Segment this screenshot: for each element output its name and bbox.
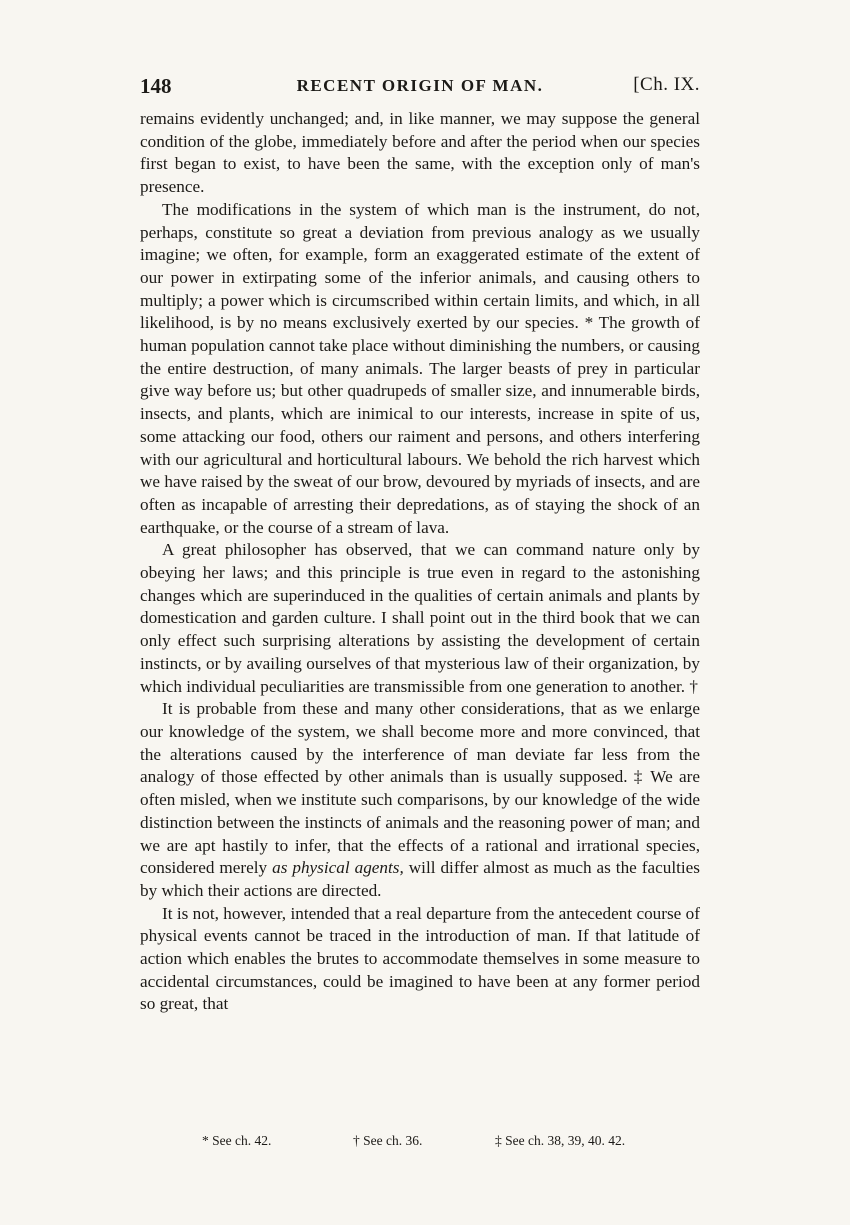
footnote-1: * See ch. 42. (202, 1133, 272, 1148)
running-header (140, 74, 700, 104)
page-number: 148 (140, 74, 172, 98)
running-title: RECENT ORIGIN OF MAN. (296, 76, 544, 95)
paragraph-considerations (140, 698, 700, 902)
paragraph-philosopher: A great philosopher has observed, that we can command nature only by obeying her laws; and this principle is true even in regard to the astonishing changes which are superinduced in the qualities of certain animals and plants by domestication and garden culture. I shall point out in the third book that we can only effect such surprising alterations by assisting the development of certain instincts, or by availing ourselves of that mysterious law of their organization, by which individual peculiarities are transmissible from one generation to another. † (140, 540, 700, 696)
paragraph-modifications: The modifications in the system of which man is the instrument, do not, perhaps, constitute so great a deviation from previous analogy as we usually imagine; we often, for example, form an exaggerated estimate of the extent of our power in extirpating some of the inferior animals, and causing others to multiply; a power which is circumscribed within certain limits, and which, in all likelihood, is by no means exclusively exerted by our species. * The growth of human population cannot take place without diminishing the numbers, or causing the entire destruction, of many animals. The larger beasts of prey in particular give way before us; but other quadrupeds of smaller size, and innumerable birds, insects, and plants, which are inimical to our interests, increase in spite of us, some attacking our food, others our raiment and persons, and others interfering with our agricultural and horticultural labours. We behold the rich harvest which we have raised by the sweat of our brow, devoured by myriads of insects, and are often as incapable of arresting their depredations, as of staying the shock of an earthquake, or the course of a stream of lava. (140, 199, 700, 537)
paragraph-continued: remains evidently unchanged; and, in like manner, we may suppose the general condition of the globe, immediately before and after the period when our species first began to exist, to have been the same, with the exception only of man's presence. (140, 109, 700, 197)
footnote-2: † See ch. 36. (353, 1133, 423, 1148)
paragraph-departure: It is not, however, intended that a real departure from the antecedent course of physical events cannot be traced in the introduction of man. If that latitude of action which enables the brutes to accommodate themselves in some measure to accidental circumstances, could be imagined to have been at any former period so great, that (140, 903, 700, 1014)
chapter-marker: [Ch. IX. (633, 74, 700, 95)
italic-phrase: as physical agents, (272, 858, 404, 878)
footnote-3: ‡ See ch. 38, 39, 40. 42. (495, 1133, 626, 1148)
paragraph-text: It is probable from these and many other considerations, that as we enlarge our knowledge of the system, we shall become more and more convinced, that the alterations caused by the interference of man deviate far less from the analogy of those effected by other animals than is usually supposed. ‡ We are often misled, when we institute such comparisons, by our knowledge of the wide distinction between the instincts of animals and the reasoning power of man; and we are apt hastily to infer, that the effects of a rational and irrational species, considered merely (140, 699, 700, 878)
page-body (140, 108, 700, 1016)
paragraph-text: will differ almost as much as the faculties by which their actions are directed. (140, 858, 700, 900)
